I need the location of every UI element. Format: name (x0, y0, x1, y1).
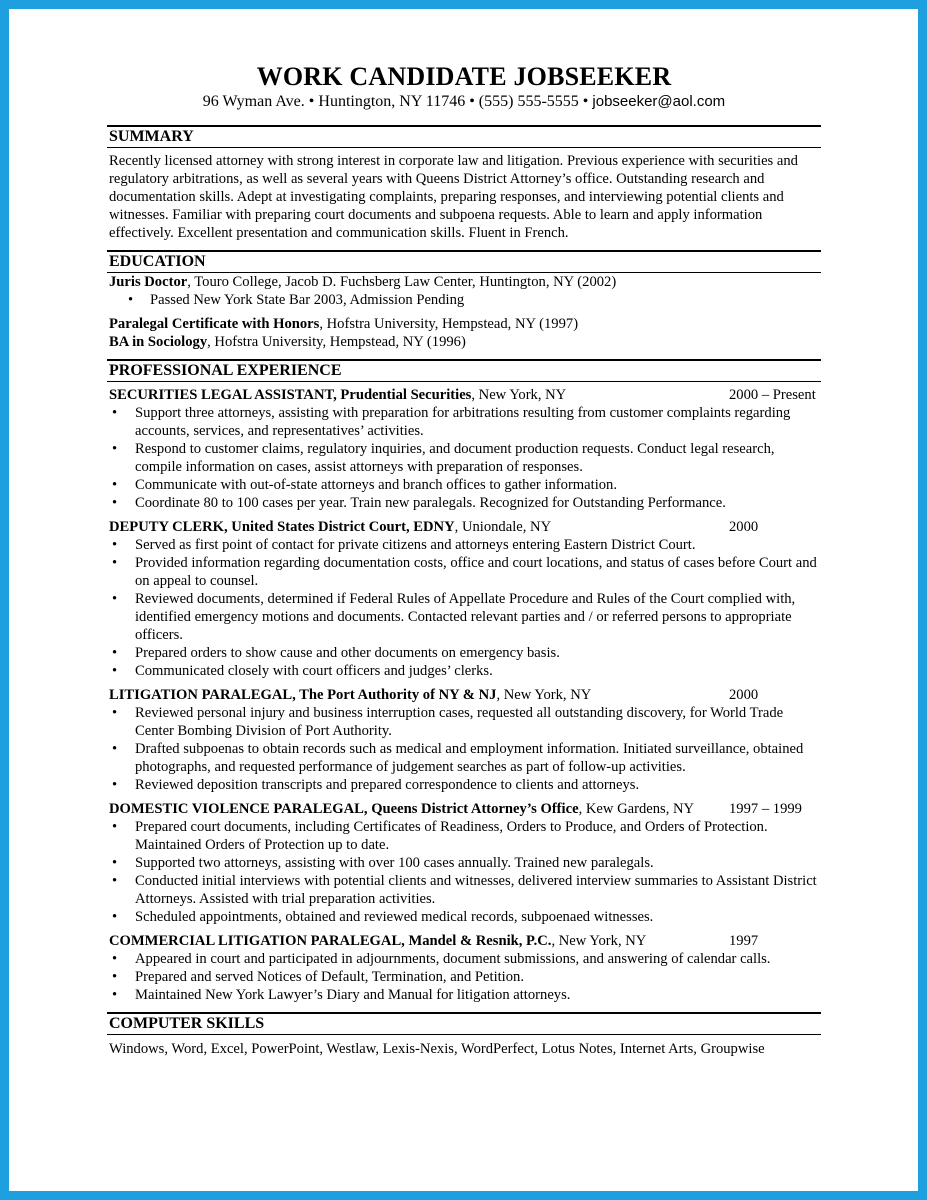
job-bullets (107, 704, 821, 794)
job-title: DOMESTIC VIOLENCE PARALEGAL, Queens District Attorney’s Office (109, 801, 579, 817)
job-dates: 2000 (729, 519, 759, 535)
job-title-line (109, 686, 591, 704)
list-item: • Provided information regarding documentation costs, office and court locations, and status of cases before Court and on appeal to counsel. (107, 554, 821, 590)
skills-heading: COMPUTER SKILLS (107, 1012, 821, 1035)
job-location: , New York, NY (471, 387, 567, 403)
job-entry (107, 932, 821, 1004)
job-header (107, 386, 821, 404)
list-item: • Scheduled appointments, obtained and reviewed medical records, subpoenaed witnesses. (107, 908, 821, 926)
job-bullets (107, 536, 821, 680)
contact-line (107, 92, 821, 112)
job-dates: 2000 (729, 687, 759, 703)
education-paralegal (107, 315, 821, 333)
jd-school: , Touro College, Jacob D. Fuchsberg Law Center, Huntington, NY (2002) (187, 274, 617, 290)
list-item: • Respond to customer claims, regulatory inquiries, and document production requests. Conduct legal research, compile information on cases, assist attorneys with preparation of responses. (107, 440, 821, 476)
education-jd (107, 273, 821, 291)
experience-heading: PROFESSIONAL EXPERIENCE (107, 359, 821, 382)
job-title-line (109, 518, 551, 536)
job-title: DEPUTY CLERK, United States District Court, EDNY (109, 519, 455, 535)
job-entry (107, 386, 821, 512)
list-item: • Support three attorneys, assisting with preparation for arbitrations resulting from customer complaints regarding accounts, services, and representatives’ activities. (107, 404, 821, 440)
paralegal-degree: Paralegal Certificate with Honors (109, 316, 320, 332)
list-item: • Maintained New York Lawyer’s Diary and Manual for litigation attorneys. (107, 986, 821, 1004)
job-entry (107, 800, 821, 926)
summary-text: Recently licensed attorney with strong interest in corporate law and litigation. Previous experience with securities and regulatory arbitrations, as well as several years with Queens District Attorney’s office. Outstanding research and documentation skills. Adept at investigating complaints, preparing responses, and interviewing potential clients and witnesses. Familiar with preparing court documents and subpoena requests. Able to learn and apply information effectively. Excellent presentation and communication skills. Fluent in French. (109, 153, 798, 241)
job-header (107, 686, 821, 704)
job-title-line (109, 800, 694, 818)
list-item: • Conducted initial interviews with potential clients and witnesses, delivered interview summaries to Assistant District Attorneys. Assisted with trial preparation activities. (107, 872, 821, 908)
education-heading: EDUCATION (107, 250, 821, 273)
list-item: • Communicate with out-of-state attorneys and branch offices to gather information. (107, 476, 821, 494)
job-title-line (109, 932, 646, 950)
list-item: • Prepared and served Notices of Default, Termination, and Petition. (107, 968, 821, 986)
list-item: • Prepared orders to show cause and other documents on emergency basis. (107, 644, 821, 662)
list-item: • Passed New York State Bar 2003, Admission Pending (107, 291, 821, 309)
contact-address: 96 Wyman Ave. • Huntington, NY 11746 • (555) 555-5555 • (202, 93, 593, 110)
list-item: • Coordinate 80 to 100 cases per year. Train new paralegals. Recognized for Outstanding Performance. (107, 494, 821, 512)
job-title: COMMERCIAL LITIGATION PARALEGAL, Mandel & Resnik, P.C. (109, 933, 552, 949)
job-title: LITIGATION PARALEGAL, The Port Authority of NY & NJ (109, 687, 497, 703)
job-bullets (107, 404, 821, 512)
summary-heading: SUMMARY (107, 125, 821, 148)
list-item: • Appeared in court and participated in adjournments, document submissions, and answering of calendar calls. (107, 950, 821, 968)
contact-email: jobseeker@aol.com (592, 93, 726, 110)
job-dates: 2000 – Present (729, 387, 816, 403)
job-entry (107, 686, 821, 794)
job-bullets (107, 818, 821, 926)
skills-text: Windows, Word, Excel, PowerPoint, Westlaw, Lexis-Nexis, WordPerfect, Lotus Notes, Internet Arts, Groupwise (109, 1041, 765, 1057)
candidate-name: WORK CANDIDATE JOBSEEKER (256, 62, 672, 91)
job-title: SECURITIES LEGAL ASSISTANT, Prudential Securities (109, 387, 472, 403)
job-title-line (109, 386, 566, 404)
job-bullets (107, 950, 821, 1004)
list-item: • Served as first point of contact for private citizens and attorneys entering Eastern District Court. (107, 536, 821, 554)
job-header (107, 932, 821, 950)
education-ba (107, 333, 821, 351)
ba-degree: BA in Sociology (109, 334, 208, 350)
job-location: , New York, NY (551, 933, 647, 949)
job-header (107, 518, 821, 536)
job-location: , New York, NY (496, 687, 592, 703)
ba-school: , Hofstra University, Hempstead, NY (1996) (207, 334, 466, 350)
job-entry (107, 518, 821, 680)
list-item: • Reviewed documents, determined if Federal Rules of Appellate Procedure and Rules of the Court complied with, identified emergency motions and documents. Contacted relevant parties and / or referred persons to appropriate officers. (107, 590, 821, 644)
job-dates: 1997 (729, 933, 759, 949)
jd-degree: Juris Doctor (109, 274, 188, 290)
jd-bullets (107, 291, 821, 309)
list-item: • Drafted subpoenas to obtain records such as medical and employment information. Initiated surveillance, obtained photographs, and requested performance of judgement searches as part of follow-up activities. (107, 740, 821, 776)
job-header (107, 800, 821, 818)
education-section (107, 273, 821, 351)
paralegal-school: , Hofstra University, Hempstead, NY (1997) (319, 316, 579, 332)
list-item: • Supported two attorneys, assisting with over 100 cases annually. Trained new paralegals. (107, 854, 821, 872)
resume-page (107, 62, 821, 1058)
list-item: • Reviewed deposition transcripts and prepared correspondence to clients and attorneys. (107, 776, 821, 794)
list-item: • Reviewed personal injury and business interruption cases, requested all outstanding discovery, for World Trade Center Bombing Division of Port Authority. (107, 704, 821, 740)
list-item: • Prepared court documents, including Certificates of Readiness, Orders to Produce, and Orders of Protection. Maintained Orders of Protection up to date. (107, 818, 821, 854)
job-location: , Kew Gardens, NY (578, 801, 695, 817)
list-item: • Communicated closely with court officers and judges’ clerks. (107, 662, 821, 680)
job-dates: 1997 – 1999 (729, 801, 802, 817)
job-location: , Uniondale, NY (454, 519, 552, 535)
